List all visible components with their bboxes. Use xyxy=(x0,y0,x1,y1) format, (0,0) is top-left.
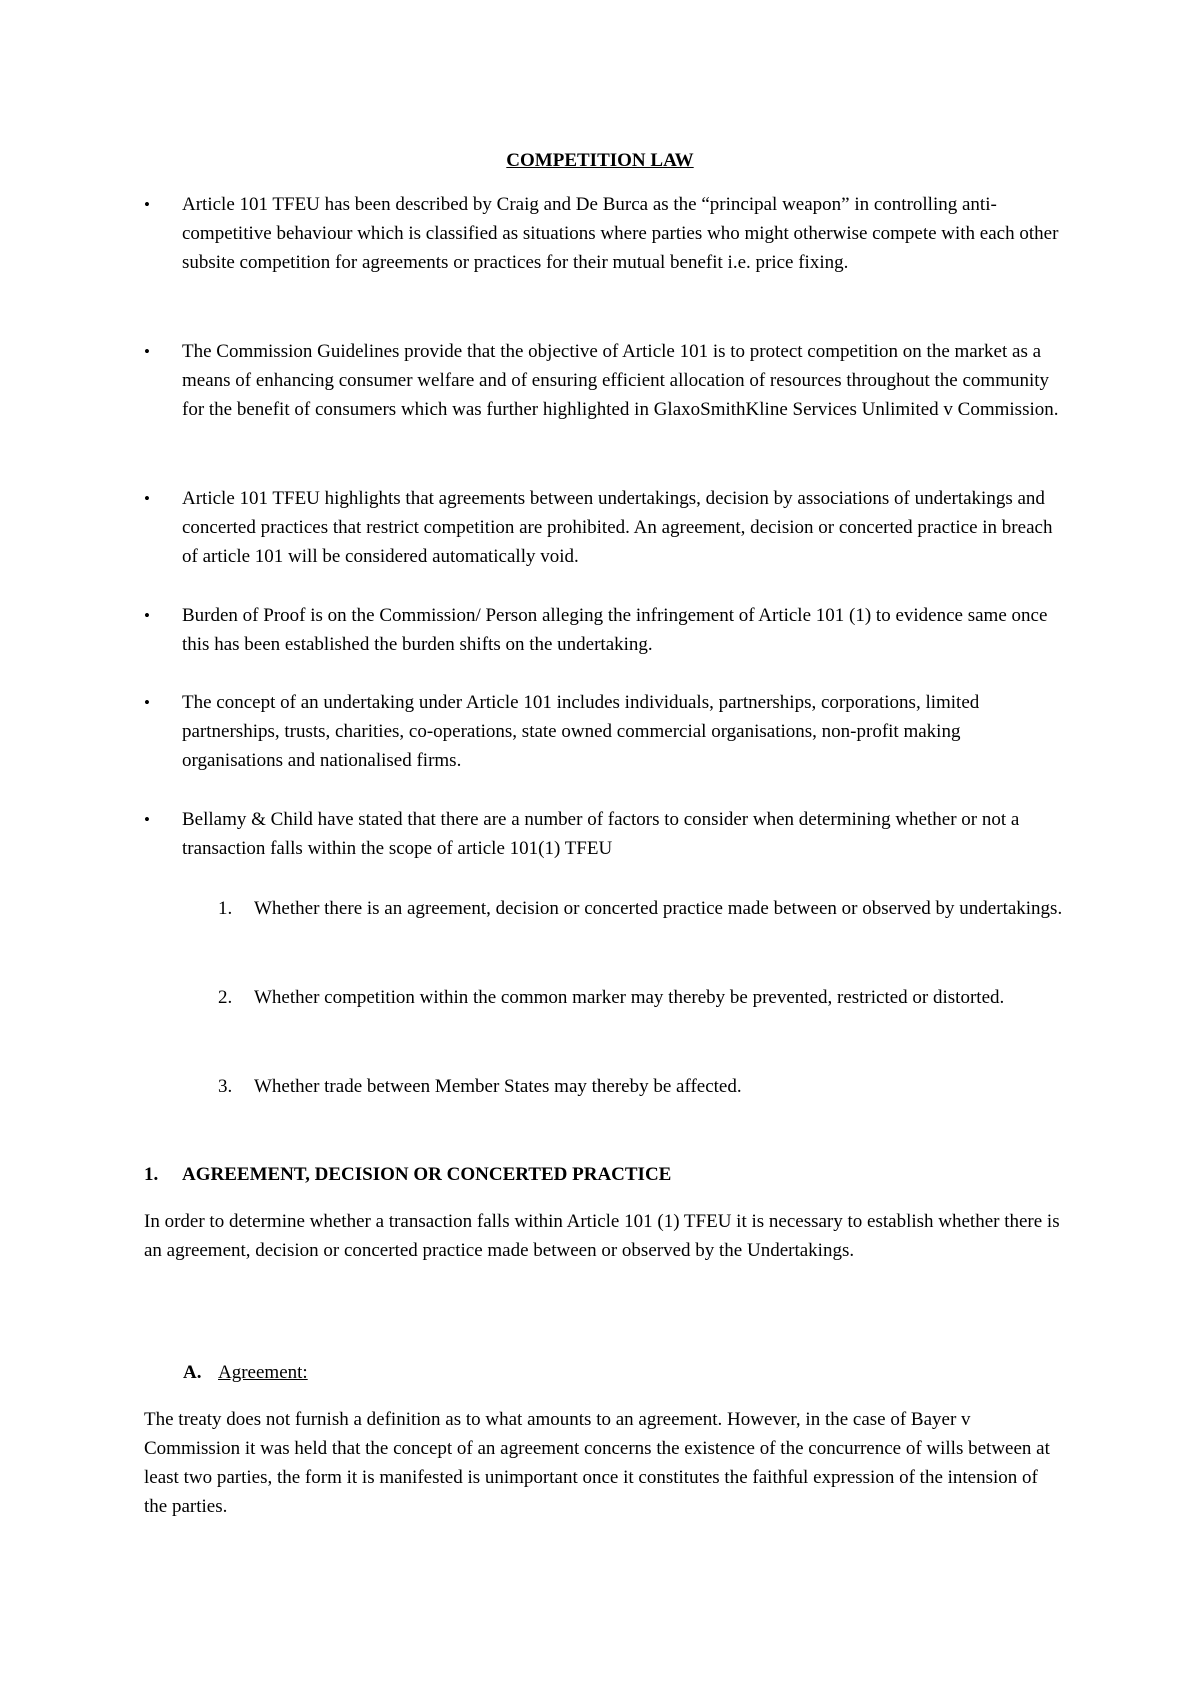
bullet-text: Bellamy & Child have stated that there are a number of factors to consider when determining whether or not a transaction falls within the scope of article 101(1) TFEU xyxy=(182,809,1020,859)
bullet-text: Article 101 TFEU highlights that agreements between undertakings, decision by associations of undertakings and concerted practices that restrict competition are prohibited. An agreement, decision or concerted practice in breach of article 101 will be considered automatically void. xyxy=(182,488,1053,567)
subsection-heading xyxy=(183,1358,308,1387)
bullet-text: Article 101 TFEU has been described by Craig and De Burca as the “principal weapon” in controlling anti-competitive behaviour which is classified as situations where parties who might otherwise compete with each other subsite competition for agreements or practices for their mutual benefit i.e. price fixing. xyxy=(182,194,1059,273)
list-number: 3. xyxy=(218,1076,233,1097)
subsection-heading-text: Agreement: xyxy=(218,1362,308,1383)
bullet-icon: • xyxy=(144,810,150,829)
bullet-text: Burden of Proof is on the Commission/ Person alleging the infringement of Article 101 (1) to evidence same once this has been established the burden shifts on the undertaking. xyxy=(182,605,1048,655)
subsection-paragraph: The treaty does not furnish a definition as to what amounts to an agreement. However, in the case of Bayer v Commission it was held that the concept of an agreement concerns the existence of the concurrence of wills between at least two parties, the form it is manifested is unimportant once it constitutes the faithful expression of the intension of the parties. xyxy=(144,1409,1050,1517)
list-number: 1. xyxy=(218,898,233,919)
list-item-text: Whether competition within the common marker may thereby be prevented, restricted or distorted. xyxy=(254,987,1005,1008)
subsection-letter: A. xyxy=(183,1362,202,1383)
bullet-icon: • xyxy=(144,693,150,712)
section-number: 1. xyxy=(144,1164,159,1185)
section-heading-text: AGREEMENT, DECISION OR CONCERTED PRACTICE xyxy=(182,1164,672,1185)
bullet-icon: • xyxy=(144,606,150,625)
bullet-icon: • xyxy=(144,489,150,508)
section-heading xyxy=(144,1160,671,1189)
bullet-icon: • xyxy=(144,342,150,361)
section-paragraph: In order to determine whether a transaction falls within Article 101 (1) TFEU it is necessary to establish whether there is an agreement, decision or concerted practice made between or observed by the Undertakings. xyxy=(144,1211,1060,1261)
list-item-text: Whether there is an agreement, decision or concerted practice made between or observed by undertakings. xyxy=(254,898,1063,919)
bullet-icon: • xyxy=(144,195,150,214)
list-number: 2. xyxy=(218,987,233,1008)
page-title: COMPETITION LAW xyxy=(506,150,694,171)
bullet-text: The Commission Guidelines provide that the objective of Article 101 is to protect competition on the market as a means of enhancing consumer welfare and of ensuring efficient allocation of resources throughout the community for the benefit of consumers which was further highlighted in GlaxoSmithKline Services Unlimited v Commission. xyxy=(182,341,1059,420)
list-item-text: Whether trade between Member States may thereby be affected. xyxy=(254,1076,742,1097)
bullet-text: The concept of an undertaking under Article 101 includes individuals, partnerships, corporations, limited partnerships, trusts, charities, co-operations, state owned commercial organisations, non-profit making organisations and nationalised firms. xyxy=(182,692,980,771)
